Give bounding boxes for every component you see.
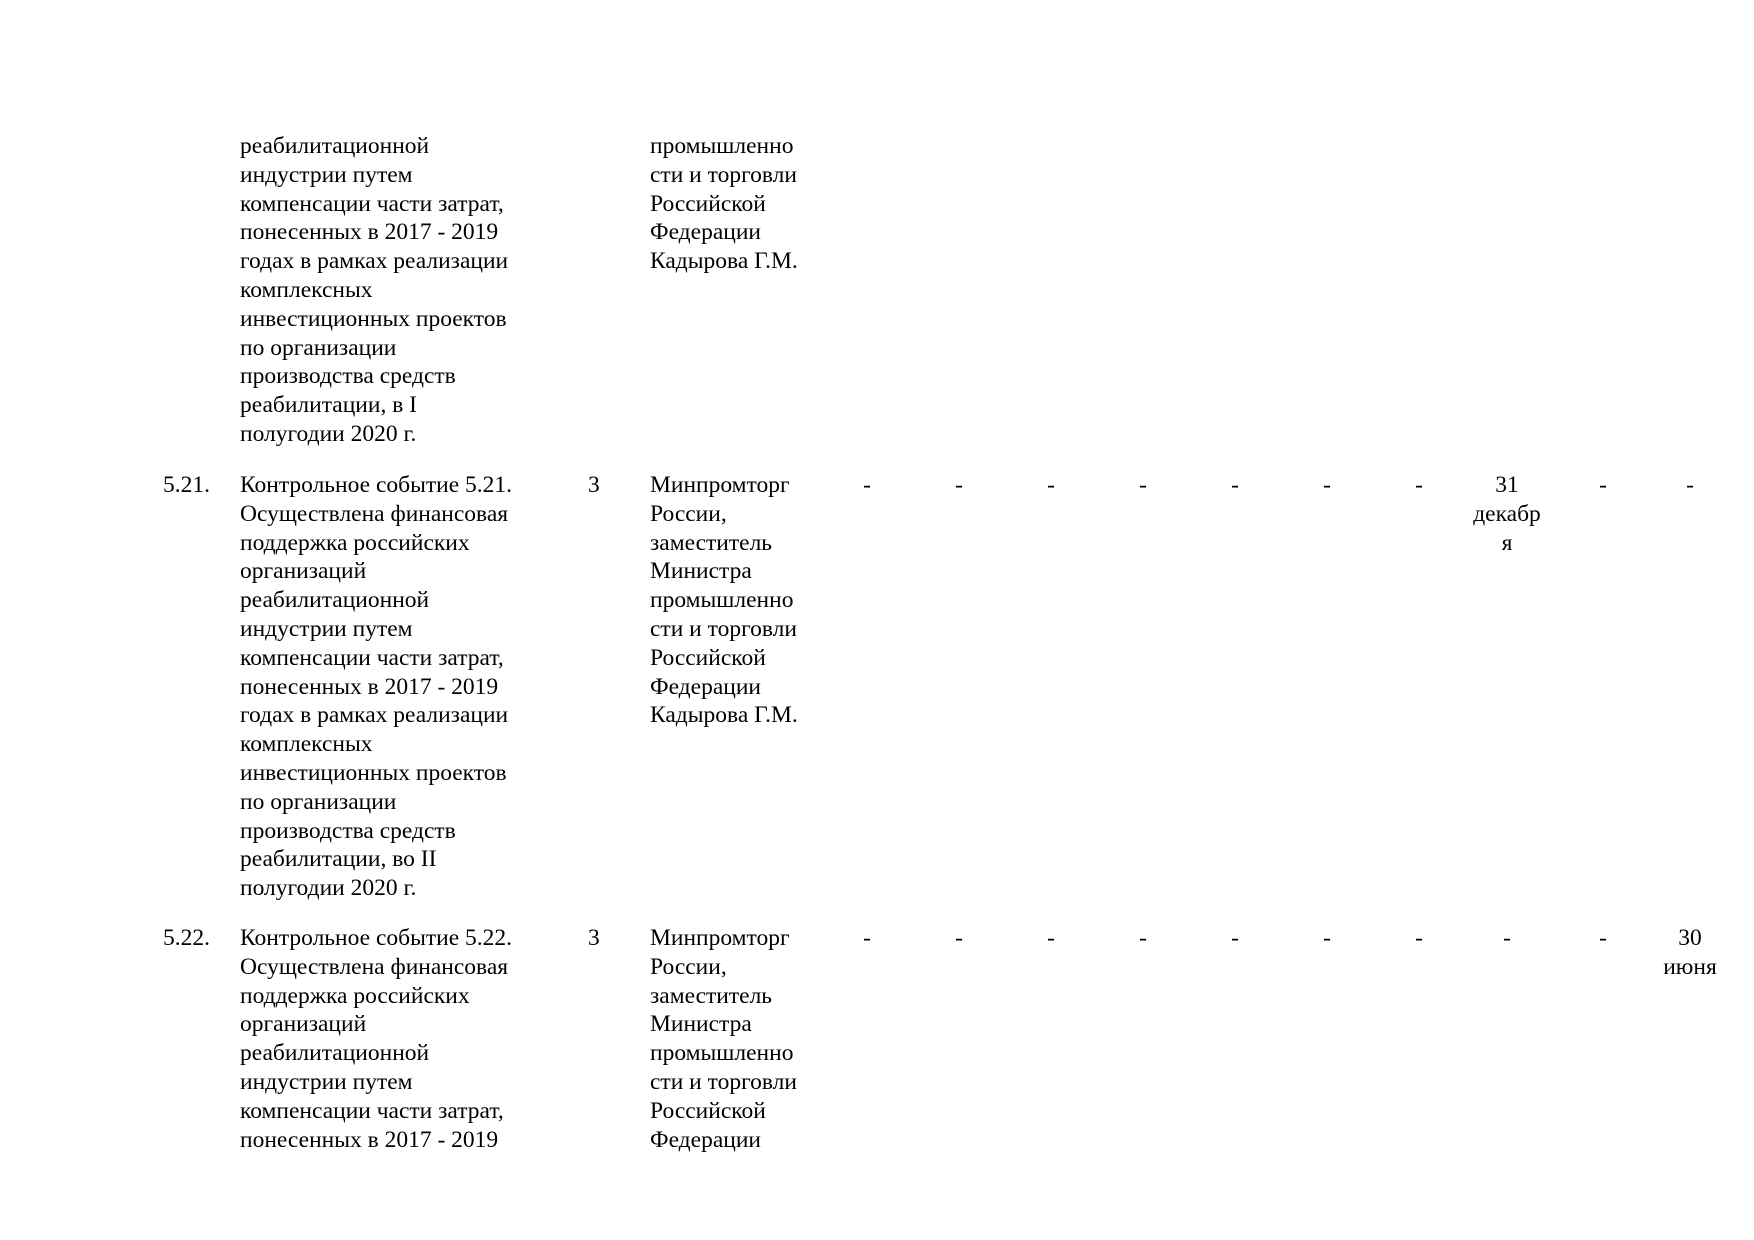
text-line: июня: [1663, 953, 1717, 980]
text-line: заместитель: [650, 529, 773, 556]
text-line: промышленно: [650, 133, 794, 159]
text-line: понесенных в 2017 - 2019: [240, 1126, 499, 1153]
month-cell: -: [955, 472, 963, 498]
deadline-cell: [1457, 471, 1557, 557]
text-line: Осуществлена финансовая: [240, 953, 509, 980]
month-cell: -: [1599, 925, 1607, 951]
text-line: понесенных в 2017 - 2019: [240, 219, 499, 246]
text-line: сти и торговли: [650, 615, 797, 642]
month-cell: -: [1323, 925, 1331, 951]
row-event-type: 3: [588, 925, 600, 951]
text-line: сти и торговли: [650, 161, 797, 188]
text-line: Российской: [650, 190, 766, 217]
text-line: реабилитации, во II: [240, 846, 437, 873]
text-line: Российской: [650, 644, 766, 671]
text-line: производства средств: [240, 363, 456, 390]
month-cell: -: [955, 925, 963, 951]
text-line: я: [1501, 529, 1513, 556]
text-line: инвестиционных проектов: [240, 759, 507, 786]
row-responsible: [650, 471, 850, 730]
text-line: индустрии путем: [240, 1068, 413, 1095]
text-line: комплексных: [240, 276, 373, 303]
text-line: реабилитационной: [240, 133, 430, 159]
text-line: индустрии путем: [240, 161, 413, 188]
deadline-cell: [1640, 471, 1740, 500]
text-line: Кадырова Г.М.: [650, 702, 798, 729]
text-line: понесенных в 2017 - 2019: [240, 673, 499, 700]
text-line: Минпромторг: [650, 925, 790, 951]
text-line: организаций: [240, 1011, 367, 1038]
text-line: индустрии путем: [240, 615, 413, 642]
text-line: Контрольное событие 5.22.: [240, 925, 513, 951]
text-line: реабилитации, в I: [240, 392, 417, 419]
month-cell: -: [1231, 472, 1239, 498]
month-cell: -: [1139, 925, 1147, 951]
text-line: полугодии 2020 г.: [240, 875, 417, 902]
text-line: поддержка российских: [240, 529, 470, 556]
month-cell: -: [1231, 925, 1239, 951]
text-line: комплексных: [240, 731, 373, 758]
month-cell: -: [863, 925, 871, 951]
text-line: реабилитационной: [240, 587, 430, 614]
deadline-cell: [1640, 924, 1740, 982]
row-responsible: [650, 924, 850, 1154]
text-line: Минпромторг: [650, 472, 790, 498]
text-line: заместитель: [650, 982, 773, 1009]
row-title: [240, 471, 540, 903]
row-number: 5.22.: [163, 925, 210, 951]
text-line: промышленно: [650, 587, 794, 614]
text-line: полугодии 2020 г.: [240, 420, 417, 447]
row-responsible: [650, 132, 850, 276]
text-line: Министра: [650, 558, 752, 585]
text-line: сти и торговли: [650, 1068, 797, 1095]
text-line: -: [1686, 472, 1694, 498]
text-line: Федерации: [650, 1126, 761, 1153]
month-cell: -: [1047, 925, 1055, 951]
month-cell: -: [863, 472, 871, 498]
text-line: организаций: [240, 558, 367, 585]
text-line: производства средств: [240, 817, 456, 844]
text-line: 30: [1678, 925, 1702, 951]
text-line: Российской: [650, 1097, 766, 1124]
row-title: [240, 924, 540, 1154]
month-cell: -: [1599, 472, 1607, 498]
text-line: компенсации части затрат,: [240, 644, 504, 671]
month-cell: -: [1323, 472, 1331, 498]
text-line: -: [1503, 925, 1511, 951]
text-line: компенсации части затрат,: [240, 190, 504, 217]
text-line: Федерации: [650, 219, 761, 246]
text-line: по организации: [240, 788, 397, 815]
row-number: 5.21.: [163, 472, 210, 498]
text-line: Министра: [650, 1011, 752, 1038]
month-cell: -: [1415, 925, 1423, 951]
month-cell: -: [1139, 472, 1147, 498]
text-line: Кадырова Г.М.: [650, 248, 798, 275]
deadline-cell: [1457, 924, 1557, 953]
text-line: Федерации: [650, 673, 761, 700]
text-line: инвестиционных проектов: [240, 305, 507, 332]
text-line: промышленно: [650, 1040, 794, 1067]
text-line: компенсации части затрат,: [240, 1097, 504, 1124]
text-line: Осуществлена финансовая: [240, 500, 509, 527]
text-line: России,: [650, 500, 727, 527]
text-line: поддержка российских: [240, 982, 470, 1009]
row-title: [240, 132, 540, 449]
text-line: по организации: [240, 334, 397, 361]
month-cell: -: [1415, 472, 1423, 498]
text-line: годах в рамках реализации: [240, 702, 509, 729]
text-line: Контрольное событие 5.21.: [240, 472, 513, 498]
text-line: России,: [650, 953, 727, 980]
text-line: реабилитационной: [240, 1040, 430, 1067]
text-line: годах в рамках реализации: [240, 248, 509, 275]
text-line: декабр: [1473, 500, 1541, 527]
row-event-type: 3: [588, 472, 600, 498]
month-cell: -: [1047, 472, 1055, 498]
text-line: 31: [1495, 472, 1519, 498]
